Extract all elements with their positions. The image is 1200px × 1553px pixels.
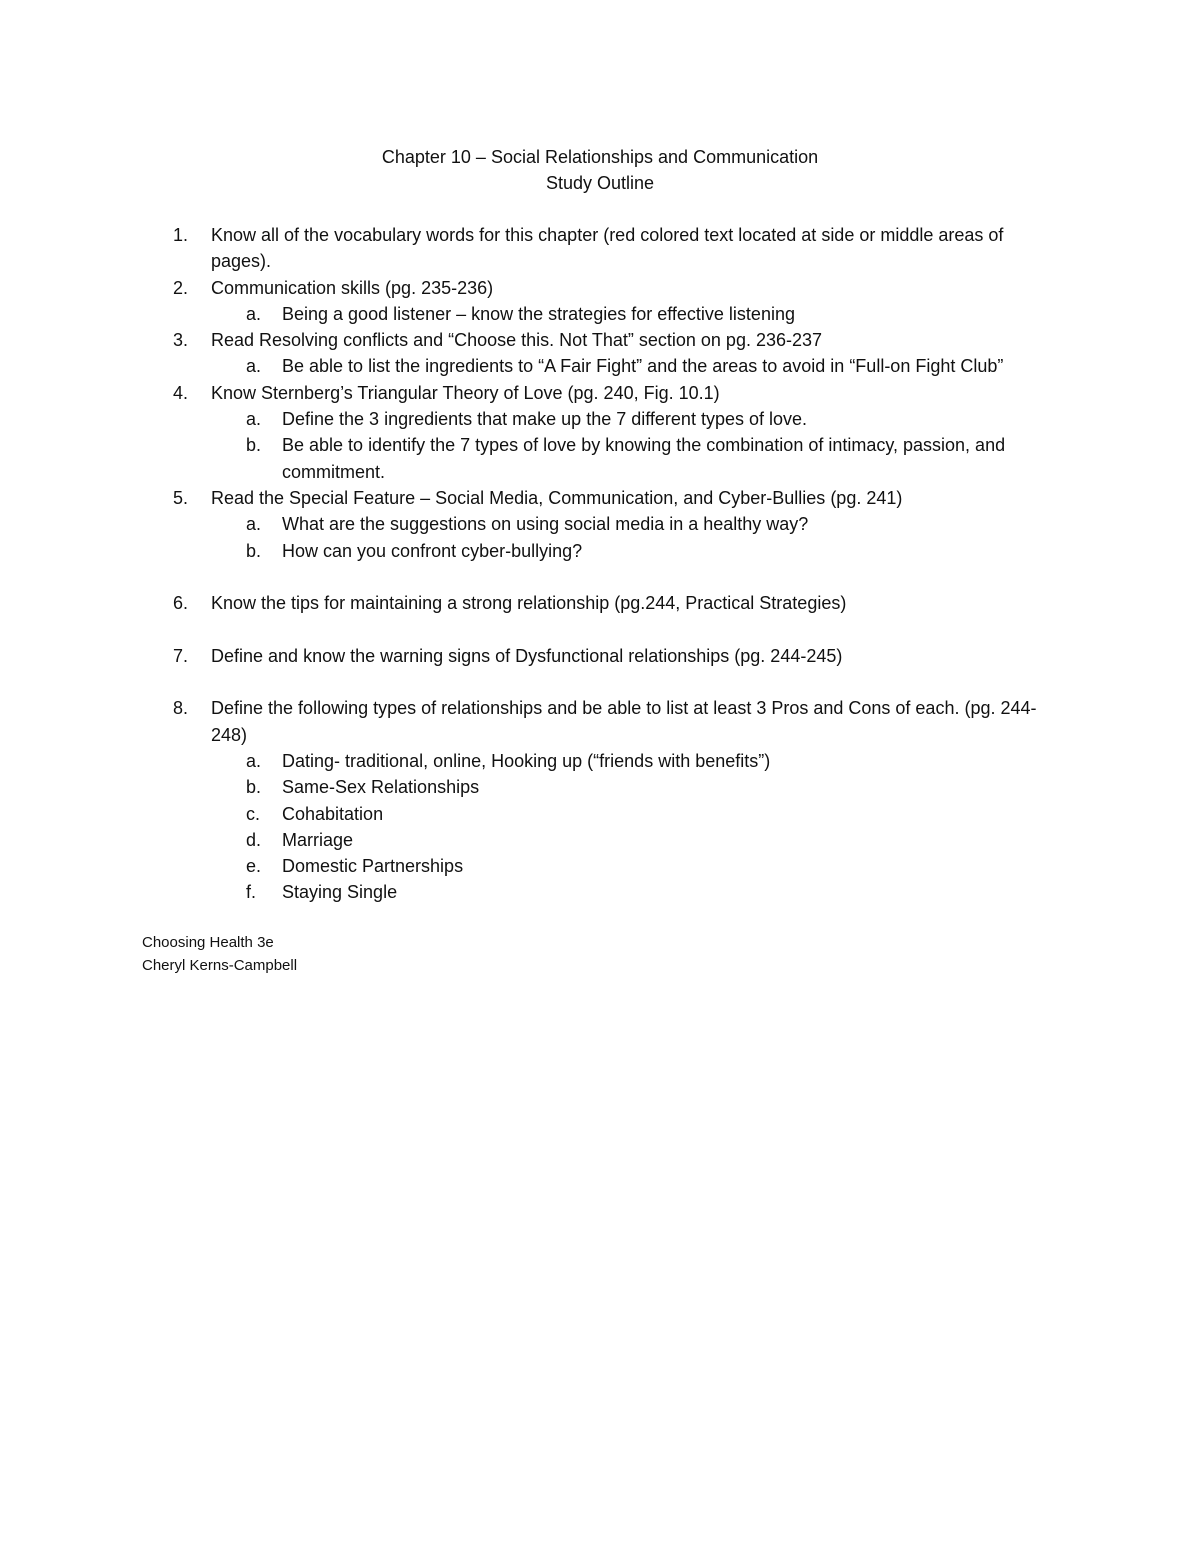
item-number: 2.: [173, 277, 189, 298]
outline-item-5: [0, 485, 1061, 511]
item-number: 1.: [173, 225, 189, 245]
item-number: 4.: [173, 382, 189, 403]
item-text: Read the Special Feature – Social Media, Communication, and Cyber-Bullies (pg. 241): [211, 487, 903, 508]
sub-item-letter: a.: [246, 750, 262, 771]
sub-item-letter: d.: [246, 829, 262, 850]
sub-item-letter: a.: [246, 409, 262, 430]
item-number: 3.: [173, 330, 189, 351]
sub-item-letter: a.: [246, 356, 262, 377]
sub-item-8e: [0, 853, 1062, 879]
blank-line: [0, 616, 1200, 642]
sub-item-letter: f.: [246, 882, 257, 903]
outline-item-2: [0, 275, 1061, 301]
sub-item-4a: [0, 406, 1062, 432]
outline-subtitle: Study Outline: [545, 173, 655, 193]
sub-item-5a: [0, 511, 1062, 537]
blank-line: [0, 564, 1200, 590]
sub-item-letter: b.: [246, 777, 262, 798]
sub-item-8d: [0, 827, 1062, 853]
item-text: Define the following types of relationships and be able to list at least 3 Pros and Cons of each. (pg. 244-248): [211, 698, 1037, 745]
study-outline-list: [0, 222, 1200, 906]
author-name: Cheryl Kerns-Campbell: [142, 957, 298, 974]
document-title: [0, 144, 1200, 196]
outline-item-6: [0, 590, 1061, 616]
sub-item-8c: [0, 801, 1062, 827]
sub-item-letter: c.: [246, 803, 261, 824]
sub-item-text: Cohabitation: [282, 803, 384, 824]
sub-item-letter: b.: [246, 540, 262, 561]
outline-item-8: [0, 695, 1061, 748]
sub-item-text: Being a good listener – know the strategies for effective listening: [282, 303, 795, 324]
sub-item-text: Same-Sex Relationships: [282, 777, 480, 798]
outline-item-4: [0, 380, 1061, 406]
sub-item-letter: a.: [246, 514, 262, 535]
sub-item-5b: [0, 538, 1062, 564]
sub-item-4b: [0, 432, 1062, 485]
item-text: Define and know the warning signs of Dysfunctional relationships (pg. 244-245): [211, 645, 843, 666]
sub-item-letter: a.: [246, 303, 262, 324]
chapter-title: Chapter 10 – Social Relationships and Communication: [381, 147, 819, 167]
item-number: 6.: [173, 593, 189, 614]
sub-item-text: Be able to identify the 7 types of love by knowing the combination of intimacy, passion, and commitment.: [282, 435, 1006, 482]
item-text: Read Resolving conflicts and “Choose this. Not That” section on pg. 236-237: [211, 330, 823, 351]
sub-item-2a: [0, 301, 1062, 327]
book-title: Choosing Health 3e: [142, 934, 274, 951]
item-text: Know the tips for maintaining a strong relationship (pg.244, Practical Strategies): [211, 593, 847, 614]
sub-item-text: Dating- traditional, online, Hooking up (“friends with benefits”): [282, 750, 771, 771]
document-footer: [142, 931, 297, 977]
sub-item-text: Domestic Partnerships: [282, 856, 464, 877]
item-text: Communication skills (pg. 235-236): [211, 277, 494, 298]
sub-item-text: How can you confront cyber-bullying?: [282, 540, 583, 561]
sub-item-text: Be able to list the ingredients to “A Fair Fight” and the areas to avoid in “Full-on Fight Club”: [282, 356, 1004, 377]
sub-item-letter: e.: [246, 856, 262, 877]
item-number: 8.: [173, 698, 189, 719]
sub-item-text: What are the suggestions on using social media in a healthy way?: [282, 514, 809, 535]
blank-line: [0, 669, 1200, 695]
item-text: Know Sternberg’s Triangular Theory of Love (pg. 240, Fig. 10.1): [211, 382, 720, 403]
outline-item-7: [0, 643, 1061, 669]
sub-item-8f: [0, 879, 1062, 905]
outline-item-1: [0, 222, 1061, 275]
sub-item-3a: [0, 353, 1062, 379]
item-number: 5.: [173, 487, 189, 508]
sub-item-8a: [0, 748, 1062, 774]
sub-item-text: Staying Single: [282, 882, 398, 903]
sub-item-text: Marriage: [282, 829, 354, 850]
item-text: Know all of the vocabulary words for this chapter (red colored text located at side or middle areas of pages).: [211, 225, 1004, 272]
sub-item-8b: [0, 774, 1062, 800]
sub-item-text: Define the 3 ingredients that make up the 7 different types of love.: [282, 409, 807, 430]
outline-item-3: [0, 327, 1061, 353]
item-number: 7.: [173, 645, 189, 666]
sub-item-letter: b.: [246, 435, 262, 456]
